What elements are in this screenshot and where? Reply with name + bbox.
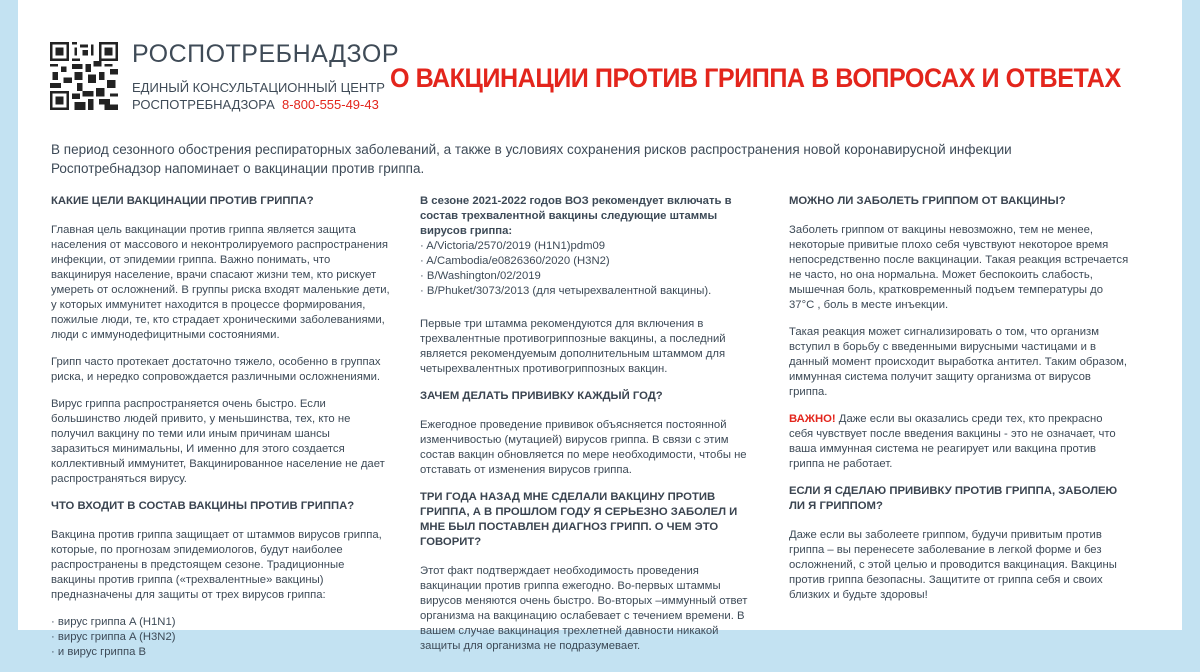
qr-code-icon [50, 42, 118, 110]
list-item: · A/Victoria/2570/2019 (H1N1)pdm09 [420, 239, 760, 254]
paragraph: Такая реакция может сигнализировать о том, что организм вступил в борьбу с введенными вирусными частицами и в данный момент происходит выработка антител. Таким образом, иммунная система получит защиту организма от вирусов гриппа. [789, 326, 1128, 398]
list-item: · вирус гриппа A (H3N2) [51, 630, 391, 645]
list-item: · B/Phuket/3073/2013 (для четырехвалентной вакцины). [420, 284, 760, 299]
section-heading: ТРИ ГОДА НАЗАД МНЕ СДЕЛАЛИ ВАКЦИНУ ПРОТИВ ГРИППА, А В ПРОШЛОМ ГОДУ Я СЕРЬЕЗНО ЗАБОЛЕЛ И МНЕ БЫЛ ПОСТАВЛЕН ДИАГНОЗ ГРИПП. О ЧЕМ ЭТО ГОВОРИТ? [420, 491, 738, 548]
column-1 [51, 194, 391, 672]
important-label: ВАЖНО! [789, 413, 836, 425]
paragraph: Этот факт подтверждает необходимость проведения вакцинации против гриппа ежегодно. Во-первых штаммы вирусов меняются очень быстро. Во-вторых –иммунный ответ организма на вакцинацию ослабевает с течением времени. В вашем случае вакцинация трехлетней давности никакой защиты для организма не подразумевает. [420, 565, 748, 652]
center-line-2-text: РОСПОТРЕБНАДЗОРА [132, 97, 275, 112]
important-note [789, 412, 1129, 472]
consult-center [132, 79, 385, 113]
paragraph: Даже если вы заболеете гриппом, будучи привитым против гриппа – вы перенесете заболевание в легкой форме и без осложнений, с этой целью и проводится вакцинация. Вакцины против гриппа безопасны. Защитите от гриппа себя и своих близких и будьте здоровы! [789, 529, 1117, 601]
list-item: · и вирус гриппа B [51, 645, 391, 660]
column-3 [789, 194, 1129, 615]
important-text: Даже если вы оказались среди тех, кто прекрасно себя чувствует после введения вакцины - это не означает, что ваша иммунная система не реагирует или вакцина против гриппа не работает. [789, 413, 1116, 470]
paragraph: Грипп часто протекает достаточно тяжело, особенно в группах риска, и нередко сопровождается различными осложнениями. [51, 356, 381, 383]
paragraph: Вакцина против гриппа защищает от штаммов вирусов гриппа, которые, по прогнозам эпидемиологов, будут наиболее распространены в предстоящем сезоне. Традиционные вакцины против гриппа («трехвалентные» вакцины) предназначены для защиты от трех вирусов гриппа: [51, 529, 382, 601]
list-item: · B/Washington/02/2019 [420, 269, 760, 284]
virus-list [51, 615, 391, 660]
paragraph: Вирус гриппа распространяется очень быстро. Если большинство людей привито, у меньшинства, тех, кто не получил вакцину по теми или иным причинам шансы заразиться минимальны, И именно для этого создается коллективный иммунитет, Вакцинированное население не дает распространяться вирусу. [51, 398, 385, 485]
paragraph: Главная цель вакцинации против гриппа является защита населения от массового и неконтролируемого распространения инфекции, от эпидемии гриппа. Важно понимать, что вакцинируя население, врачи спасают жизни тем, кто рискует умереть от осложнений. В группы риска входят маленькие дети, у которых иммунитет находится в процессе формирования, пожилые люди, те, кто страдает хроническими заболеваниями, люди с иммунодефицитными состояниями. [51, 224, 390, 341]
center-line-1: ЕДИНЫЙ КОНСУЛЬТАЦИОННЫЙ ЦЕНТР [132, 80, 385, 95]
section-heading: МОЖНО ЛИ ЗАБОЛЕТЬ ГРИППОМ ОТ ВАКЦИНЫ? [789, 195, 1066, 207]
page-title: О ВАКЦИНАЦИИ ПРОТИВ ГРИППА В ВОПРОСАХ И ОТВЕТАХ [390, 63, 1121, 93]
intro-text: В период сезонного обострения респираторных заболеваний, а также в условиях сохранения рисков распространения новой коронавирусной инфекции Роспотребнадзор напоминает о вакцинации против гриппа. [51, 142, 1012, 176]
strain-list [420, 239, 760, 299]
paragraph: Ежегодное проведение прививок объясняется постоянной изменчивостью (мутацией) вирусов гриппа. В связи с этим состав вакцин обновляется по мере необходимости, чтобы не отставать от изменения вирусов гриппа. [420, 419, 747, 476]
center-line-2 [132, 96, 385, 113]
list-item: · A/Cambodia/e0826360/2020 (H3N2) [420, 254, 760, 269]
list-item: · вирус гриппа A (H1N1) [51, 615, 391, 630]
org-name: РОСПОТРЕБНАДЗОР [132, 40, 399, 68]
section-heading: ЧТО ВХОДИТ В СОСТАВ ВАКЦИНЫ ПРОТИВ ГРИППА? [51, 500, 355, 512]
column-2 [420, 194, 760, 666]
strains-lead: В сезоне 2021-2022 годов ВОЗ рекомендует включать в состав трехвалентной вакцины следующие штаммы вирусов гриппа: [420, 195, 732, 237]
hotline-phone[interactable]: 8-800-555-49-43 [281, 97, 379, 112]
section-heading: ЗАЧЕМ ДЕЛАТЬ ПРИВИВКУ КАЖДЫЙ ГОД? [420, 390, 663, 402]
paragraph: Заболеть гриппом от вакцины невозможно, тем не менее, некоторые привитые плохо себя чувствуют некоторое время непосредственно после вакцинации. Такая реакция встречается не часто, но она нормальна. Может беспокоить слабость, мышечная боль, кратковременный подъем температуры до 37°С , боль в месте инъекции. [789, 224, 1129, 311]
section-heading: ЕСЛИ Я СДЕЛАЮ ПРИВИВКУ ПРОТИВ ГРИППА, ЗАБОЛЕЮ ЛИ Я ГРИППОМ? [789, 485, 1118, 512]
section-heading: КАКИЕ ЦЕЛИ ВАКЦИНАЦИИ ПРОТИВ ГРИППА? [51, 195, 314, 207]
paragraph: Первые три штамма рекомендуются для включения в трехвалентные противогриппозные вакцины, а последний является рекомендуемым дополнительным штаммом для четырехвалентных противогриппозных вакцин. [420, 318, 726, 375]
poster-sheet [18, 0, 1182, 658]
